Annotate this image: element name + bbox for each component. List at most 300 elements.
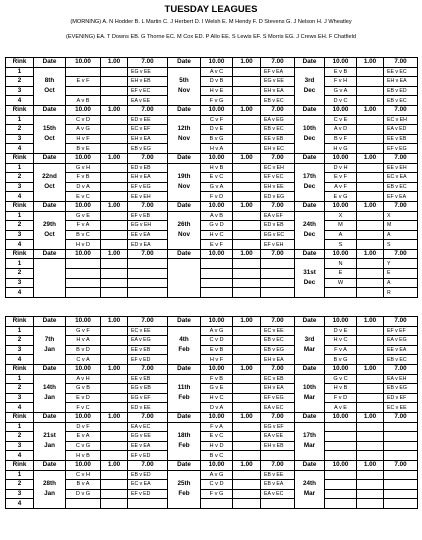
date-header: Date <box>295 249 325 259</box>
match-10am <box>325 489 357 499</box>
match-7pm: M <box>384 221 418 231</box>
match-10am: H v G <box>325 144 357 154</box>
match-10am: H v D <box>201 441 233 451</box>
match-10am: G v B <box>66 384 101 394</box>
time-header-10: 10.00 <box>325 105 357 115</box>
fixture-date: 22nd <box>34 173 66 183</box>
fixture-date: Oct <box>34 134 66 144</box>
match-7pm: EF v EG <box>128 182 168 192</box>
rink-row <box>6 269 418 279</box>
match-1pm <box>101 115 128 125</box>
match-1pm <box>233 288 261 298</box>
match-1pm <box>233 432 261 442</box>
time-header-1: 1.00 <box>101 58 128 68</box>
match-10am: A v C <box>201 67 233 77</box>
match-10am <box>66 288 101 298</box>
match-10am <box>66 86 101 96</box>
match-1pm <box>233 86 261 96</box>
time-header-7: 7.00 <box>128 460 168 470</box>
fixture-date <box>168 278 201 288</box>
schedule-table-autumn <box>5 57 418 298</box>
fixture-date <box>34 374 66 384</box>
rink-number: 1 <box>6 67 34 77</box>
match-10am: F v D <box>201 192 233 202</box>
match-1pm <box>233 77 261 87</box>
fixture-date: 7th <box>34 336 66 346</box>
match-1pm <box>357 269 384 279</box>
match-7pm: EG v EF <box>128 393 168 403</box>
time-header-1: 1.00 <box>233 249 261 259</box>
match-7pm: EB v ED <box>384 86 418 96</box>
match-7pm: EE v EA <box>128 441 168 451</box>
match-7pm: EB v EC <box>261 96 295 106</box>
fixture-date: Oct <box>34 182 66 192</box>
match-1pm <box>233 240 261 250</box>
match-7pm: EE v EH <box>384 163 418 173</box>
date-header: Date <box>295 317 325 327</box>
rink-row <box>6 451 418 461</box>
match-7pm: Y <box>384 259 418 269</box>
match-7pm: ED v EE <box>128 403 168 413</box>
match-10am: C v H <box>66 470 101 480</box>
match-1pm <box>101 125 128 135</box>
time-header-1: 1.00 <box>233 58 261 68</box>
fixture-date: 19th <box>168 173 201 183</box>
match-10am <box>66 259 101 269</box>
rink-row <box>6 115 418 125</box>
fixture-date <box>295 211 325 221</box>
rink-number: 2 <box>6 125 34 135</box>
time-header-10: 10.00 <box>201 58 233 68</box>
match-10am <box>325 288 357 298</box>
time-header-10: 10.00 <box>201 317 233 327</box>
match-7pm: EC v EE <box>261 326 295 336</box>
match-7pm: EH v EA <box>261 384 295 394</box>
match-1pm <box>101 403 128 413</box>
header-row <box>6 249 418 259</box>
match-7pm: EA v EH <box>384 374 418 384</box>
match-10am: H v B <box>66 451 101 461</box>
match-10am: H v F <box>201 355 233 365</box>
time-header-7: 7.00 <box>261 412 295 422</box>
match-10am: D v G <box>66 489 101 499</box>
date-header: Date <box>168 153 201 163</box>
match-7pm: S <box>384 240 418 250</box>
match-7pm <box>261 269 295 279</box>
match-10am: H v C <box>201 393 233 403</box>
match-7pm: EE v EB <box>261 134 295 144</box>
time-header-7: 7.00 <box>261 201 295 211</box>
rink-header: Rink <box>6 153 34 163</box>
rink-number: 1 <box>6 115 34 125</box>
fixture-date <box>34 144 66 154</box>
match-10am: B v C <box>201 451 233 461</box>
time-header-7: 7.00 <box>384 105 418 115</box>
fixture-date <box>168 211 201 221</box>
rink-number: 1 <box>6 326 34 336</box>
match-1pm <box>101 182 128 192</box>
fixture-date <box>34 163 66 173</box>
time-header-10: 10.00 <box>66 412 101 422</box>
fixture-date: Jan <box>34 393 66 403</box>
match-10am: D v E <box>325 326 357 336</box>
fixture-date <box>168 451 201 461</box>
match-7pm: EC v EB <box>261 374 295 384</box>
match-1pm <box>357 259 384 269</box>
match-1pm <box>357 221 384 231</box>
rink-row <box>6 384 418 394</box>
fixture-date: Jan <box>34 441 66 451</box>
match-1pm <box>357 173 384 183</box>
match-10am <box>201 499 233 509</box>
match-7pm: EA v EC <box>261 489 295 499</box>
match-10am: D v E <box>201 125 233 135</box>
match-10am: F v A <box>201 422 233 432</box>
match-10am: C v A <box>66 355 101 365</box>
match-7pm <box>128 499 168 509</box>
fixture-date <box>168 422 201 432</box>
time-header-7: 7.00 <box>384 364 418 374</box>
match-7pm: EC v EE <box>128 326 168 336</box>
match-10am: E v B <box>201 345 233 355</box>
fixture-date <box>168 403 201 413</box>
match-7pm: EG v EE <box>128 432 168 442</box>
fixture-date: 15th <box>34 125 66 135</box>
fixture-date: Nov <box>168 86 201 96</box>
time-header-10: 10.00 <box>66 201 101 211</box>
fixture-date <box>295 163 325 173</box>
match-10am: F v C <box>66 403 101 413</box>
match-1pm <box>357 336 384 346</box>
time-header-10: 10.00 <box>201 460 233 470</box>
match-1pm <box>233 345 261 355</box>
header-row <box>6 364 418 374</box>
rink-row <box>6 374 418 384</box>
match-7pm: EH v EA <box>128 173 168 183</box>
match-7pm: EF v EC <box>261 173 295 183</box>
fixture-date: 3rd <box>295 77 325 87</box>
match-7pm: ED v EB <box>128 163 168 173</box>
time-header-1: 1.00 <box>357 201 384 211</box>
match-1pm <box>357 326 384 336</box>
match-10am: C v F <box>201 115 233 125</box>
rink-number: 4 <box>6 499 34 509</box>
match-10am: W <box>325 278 357 288</box>
match-1pm <box>357 278 384 288</box>
rink-number: 3 <box>6 230 34 240</box>
rink-header: Rink <box>6 249 34 259</box>
rink-number: 1 <box>6 374 34 384</box>
match-1pm <box>101 499 128 509</box>
fixture-date <box>168 326 201 336</box>
time-header-10: 10.00 <box>66 460 101 470</box>
match-10am <box>201 259 233 269</box>
match-1pm <box>357 163 384 173</box>
rink-row <box>6 345 418 355</box>
fixture-date <box>295 240 325 250</box>
time-header-7: 7.00 <box>128 105 168 115</box>
match-1pm <box>101 86 128 96</box>
fixture-date <box>168 115 201 125</box>
match-1pm <box>233 355 261 365</box>
match-7pm: ED v EG <box>261 192 295 202</box>
time-header-7: 7.00 <box>128 412 168 422</box>
date-header: Date <box>295 58 325 68</box>
fixture-date <box>34 451 66 461</box>
match-10am: D v A <box>66 182 101 192</box>
match-10am: F v D <box>325 393 357 403</box>
date-header: Date <box>168 249 201 259</box>
match-7pm: EE v EC <box>384 67 418 77</box>
time-header-10: 10.00 <box>66 249 101 259</box>
time-header-1: 1.00 <box>101 412 128 422</box>
date-header: Date <box>295 460 325 470</box>
match-1pm <box>233 211 261 221</box>
fixture-date: 17th <box>295 173 325 183</box>
match-7pm: EE v EH <box>128 192 168 202</box>
match-7pm <box>384 422 418 432</box>
time-header-1: 1.00 <box>233 153 261 163</box>
time-header-1: 1.00 <box>101 153 128 163</box>
match-10am: A <box>325 230 357 240</box>
fixture-date <box>34 115 66 125</box>
match-1pm <box>357 393 384 403</box>
rink-row <box>6 144 418 154</box>
match-1pm <box>233 182 261 192</box>
fixture-date <box>168 374 201 384</box>
time-header-10: 10.00 <box>66 153 101 163</box>
match-7pm: EF v EG <box>384 144 418 154</box>
match-10am: A v E <box>325 403 357 413</box>
morning-players-key: (MORNING) A. N Hodder B. L Martin C. J Herbert D. I Welsh E. M Hendy F. D Stevens G. J Nelson H. J Wheatley <box>70 19 352 25</box>
match-1pm <box>101 192 128 202</box>
fixture-date: Dec <box>295 278 325 288</box>
match-10am <box>325 441 357 451</box>
match-7pm: EF v ED <box>128 355 168 365</box>
fixture-date <box>34 192 66 202</box>
match-7pm: EB v EC <box>261 336 295 346</box>
match-7pm: EB v EG <box>128 144 168 154</box>
match-7pm: EH v EA <box>261 355 295 365</box>
rink-number: 4 <box>6 192 34 202</box>
fixture-date <box>295 470 325 480</box>
match-1pm <box>101 489 128 499</box>
time-header-10: 10.00 <box>325 364 357 374</box>
match-7pm: EH v EB <box>128 77 168 87</box>
match-10am <box>66 269 101 279</box>
rink-number: 3 <box>6 134 34 144</box>
match-10am: B v E <box>66 144 101 154</box>
time-header-1: 1.00 <box>233 460 261 470</box>
match-1pm <box>233 67 261 77</box>
fixture-date: 17th <box>295 432 325 442</box>
rink-number: 2 <box>6 336 34 346</box>
time-header-7: 7.00 <box>261 105 295 115</box>
rink-row <box>6 403 418 413</box>
match-1pm <box>357 345 384 355</box>
match-1pm <box>101 240 128 250</box>
match-7pm <box>128 288 168 298</box>
rink-row <box>6 221 418 231</box>
match-10am: H v A <box>201 144 233 154</box>
rink-number: 3 <box>6 393 34 403</box>
header-row <box>6 412 418 422</box>
match-10am: D v A <box>201 403 233 413</box>
match-1pm <box>101 144 128 154</box>
rink-row <box>6 355 418 365</box>
rink-number: 4 <box>6 96 34 106</box>
fixture-date <box>34 355 66 365</box>
fixture-date: Feb <box>168 393 201 403</box>
fixture-date: 21st <box>34 432 66 442</box>
match-1pm <box>357 134 384 144</box>
time-header-7: 7.00 <box>384 58 418 68</box>
fixture-date <box>168 355 201 365</box>
match-10am: M <box>325 221 357 231</box>
rink-row <box>6 278 418 288</box>
rink-row <box>6 499 418 509</box>
match-7pm <box>384 480 418 490</box>
time-header-10: 10.00 <box>325 460 357 470</box>
match-1pm <box>101 67 128 77</box>
rink-row <box>6 182 418 192</box>
match-1pm <box>101 336 128 346</box>
fixture-date: Dec <box>295 182 325 192</box>
fixture-date: 3rd <box>295 336 325 346</box>
header-row <box>6 58 418 68</box>
fixture-date: Oct <box>34 230 66 240</box>
match-1pm <box>101 326 128 336</box>
match-7pm: EB v EG <box>261 345 295 355</box>
rink-row <box>6 326 418 336</box>
fixture-date <box>34 278 66 288</box>
time-header-7: 7.00 <box>128 201 168 211</box>
fixture-date: Mar <box>295 441 325 451</box>
match-1pm <box>233 470 261 480</box>
match-10am <box>201 278 233 288</box>
time-header-7: 7.00 <box>384 153 418 163</box>
match-7pm <box>261 499 295 509</box>
match-10am: G v D <box>201 221 233 231</box>
rink-header: Rink <box>6 364 34 374</box>
fixture-date: Mar <box>295 345 325 355</box>
time-header-10: 10.00 <box>325 317 357 327</box>
rink-row <box>6 422 418 432</box>
match-7pm <box>384 441 418 451</box>
fixture-date <box>295 403 325 413</box>
fixture-date: 25th <box>168 480 201 490</box>
rink-number: 2 <box>6 480 34 490</box>
time-header-7: 7.00 <box>384 317 418 327</box>
time-header-10: 10.00 <box>201 105 233 115</box>
rink-header: Rink <box>6 201 34 211</box>
fixture-date <box>34 269 66 279</box>
time-header-1: 1.00 <box>101 364 128 374</box>
rink-number: 3 <box>6 489 34 499</box>
fixture-date <box>295 96 325 106</box>
match-10am: H v C <box>201 230 233 240</box>
rink-header: Rink <box>6 460 34 470</box>
match-1pm <box>101 374 128 384</box>
header-row <box>6 201 418 211</box>
time-header-7: 7.00 <box>128 364 168 374</box>
rink-row <box>6 211 418 221</box>
rink-row <box>6 489 418 499</box>
match-7pm: E <box>384 269 418 279</box>
time-header-1: 1.00 <box>233 364 261 374</box>
match-7pm: EA v EC <box>128 422 168 432</box>
date-header: Date <box>168 58 201 68</box>
time-header-7: 7.00 <box>261 317 295 327</box>
match-1pm <box>233 115 261 125</box>
fixture-date <box>295 374 325 384</box>
match-10am: G v C <box>325 374 357 384</box>
match-1pm <box>357 441 384 451</box>
match-7pm: EF v EB <box>128 211 168 221</box>
date-header: Date <box>295 153 325 163</box>
match-10am: F v H <box>325 77 357 87</box>
match-10am: H v B <box>201 163 233 173</box>
fixture-date <box>34 259 66 269</box>
match-7pm: EC v EF <box>128 125 168 135</box>
match-1pm <box>233 269 261 279</box>
match-1pm <box>101 269 128 279</box>
time-header-1: 1.00 <box>233 317 261 327</box>
time-header-1: 1.00 <box>101 460 128 470</box>
match-1pm <box>357 355 384 365</box>
fixture-date <box>295 67 325 77</box>
match-7pm <box>261 288 295 298</box>
match-7pm: EG v EE <box>261 77 295 87</box>
match-10am: B v G <box>325 355 357 365</box>
match-1pm <box>357 480 384 490</box>
match-1pm <box>357 451 384 461</box>
match-1pm <box>101 96 128 106</box>
rink-number: 1 <box>6 470 34 480</box>
match-7pm: A <box>384 278 418 288</box>
match-10am: C v D <box>201 480 233 490</box>
match-1pm <box>233 259 261 269</box>
match-1pm <box>357 384 384 394</box>
fixture-date: 11th <box>168 384 201 394</box>
match-7pm <box>261 259 295 269</box>
time-header-7: 7.00 <box>384 249 418 259</box>
match-1pm <box>233 173 261 183</box>
match-1pm <box>233 192 261 202</box>
match-7pm <box>128 269 168 279</box>
match-7pm: EG v EB <box>128 384 168 394</box>
rink-number: 3 <box>6 86 34 96</box>
match-1pm <box>233 393 261 403</box>
time-header-7: 7.00 <box>261 364 295 374</box>
match-1pm <box>101 393 128 403</box>
match-1pm <box>101 134 128 144</box>
match-7pm: EA v EE <box>128 96 168 106</box>
rink-number: 1 <box>6 211 34 221</box>
fixture-date <box>168 163 201 173</box>
date-header: Date <box>168 201 201 211</box>
match-1pm <box>233 422 261 432</box>
time-header-1: 1.00 <box>101 317 128 327</box>
match-1pm <box>357 230 384 240</box>
match-7pm: EA v EG <box>261 115 295 125</box>
match-10am: E v A <box>66 432 101 442</box>
match-10am: A v B <box>201 211 233 221</box>
match-10am: D v B <box>201 77 233 87</box>
match-10am: H v C <box>325 336 357 346</box>
match-7pm: EE v EB <box>128 345 168 355</box>
fixture-date: Nov <box>168 230 201 240</box>
